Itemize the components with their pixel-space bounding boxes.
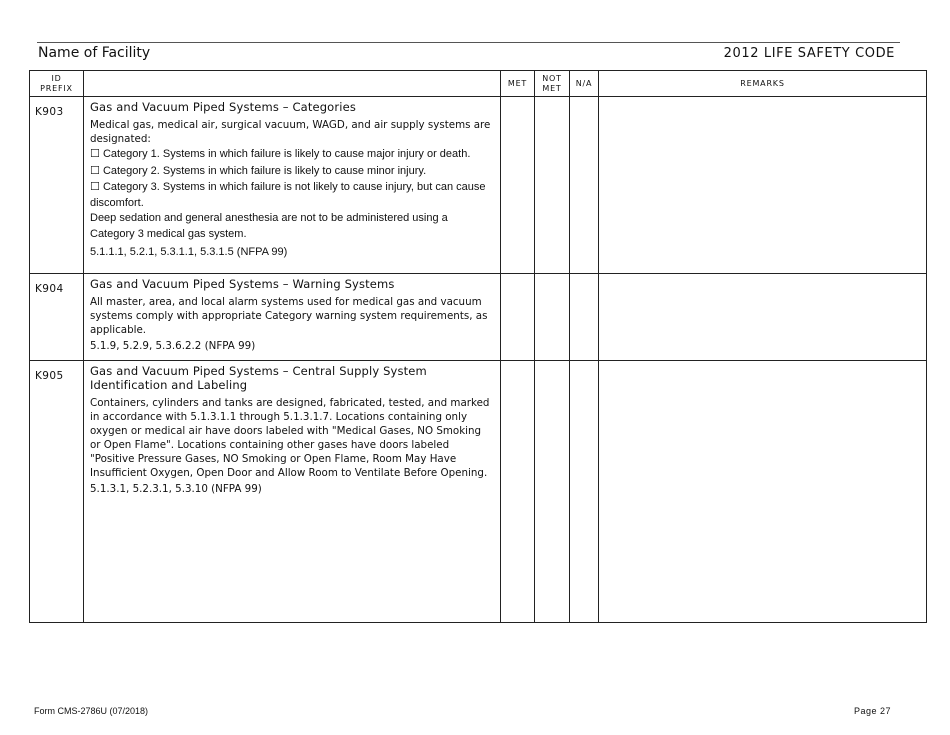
survey-table: [29, 70, 927, 623]
section-intro: Medical gas, medical air, surgical vacuum, WAGD, and air supply systems are designated:: [90, 119, 491, 145]
category-item: [90, 146, 492, 163]
not-met-header-line2: MET: [542, 83, 562, 93]
row-id: K904: [30, 274, 84, 361]
row-id: K903: [30, 97, 84, 274]
not-met-header-line1: NOT: [542, 73, 562, 83]
not-met-cell[interactable]: [535, 97, 570, 274]
row-description: [84, 97, 501, 274]
row-description: [84, 274, 501, 361]
row-description: [84, 361, 501, 623]
na-cell[interactable]: [570, 361, 599, 623]
category-text: Category 2. Systems in which failure is likely to cause minor injury.: [102, 164, 427, 177]
id-prefix-header-line1: ID: [51, 73, 62, 83]
met-header: MET: [501, 71, 535, 97]
section-text: Containers, cylinders and tanks are designed, fabricated, tested, and marked in accordance with 5.1.3.1.1 through 5.1.3.1.7. Locations containing only oxygen or medical air have doors labeled with "Medical Gases, NO Smoking or Open Flame". Locations containing other gases have doors labeled "Positive Pressure Gases, NO Smoking or Open Flame, Room May Have Insufficient Oxygen, Open Door and Allow Room to Ventilate Before Opening.: [90, 397, 490, 479]
page-number: Page 27: [853, 706, 891, 716]
id-prefix-header: [30, 71, 84, 97]
not-met-cell[interactable]: [535, 361, 570, 623]
section-title: Gas and Vacuum Piped Systems – Warning Systems: [90, 277, 395, 291]
remarks-cell[interactable]: [599, 274, 927, 361]
not-met-cell[interactable]: [535, 274, 570, 361]
checkbox-icon[interactable]: ☐: [90, 163, 100, 177]
id-prefix-header-line2: PREFIX: [40, 83, 73, 93]
remarks-header: REMARKS: [599, 71, 927, 97]
form-number: Form CMS-2786U (07/2018): [34, 706, 149, 716]
section-text: All master, area, and local alarm systems used for medical gas and vacuum systems comply with appropriate Category warning system requirements, as applicable.: [90, 296, 488, 336]
met-cell[interactable]: [501, 274, 535, 361]
section-reference: 5.1.1.1, 5.2.1, 5.3.1.1, 5.3.1.5 (NFPA 99): [90, 245, 288, 258]
checkbox-icon[interactable]: ☐: [90, 147, 100, 160]
category-text: Category 3. Systems in which failure is not likely to cause injury, but can cause discomfort.: [90, 181, 486, 209]
section-reference: 5.1.3.1, 5.2.3.1, 5.3.10 (NFPA 99): [90, 483, 262, 495]
section-title: Gas and Vacuum Piped Systems – Central Supply System Identification and Labeling: [90, 364, 427, 392]
row-id: K905: [30, 361, 84, 623]
code-title: 2012 LIFE SAFETY CODE: [723, 46, 895, 61]
table-header-row: [30, 71, 927, 97]
table-row: [30, 274, 927, 361]
not-met-header: [535, 71, 570, 97]
met-cell[interactable]: [501, 97, 535, 274]
category-text: Category 1. Systems in which failure is likely to cause major injury or death.: [102, 148, 471, 160]
checkbox-icon[interactable]: ☐: [90, 180, 100, 194]
na-header: N/A: [570, 71, 599, 97]
met-cell[interactable]: [501, 361, 535, 623]
remarks-cell[interactable]: [599, 361, 927, 623]
table-row: [30, 361, 927, 623]
header-rule: [37, 42, 900, 43]
description-header: [84, 71, 501, 97]
na-cell[interactable]: [570, 274, 599, 361]
table-row: [30, 97, 927, 274]
section-reference: 5.1.9, 5.2.9, 5.3.6.2.2 (NFPA 99): [90, 340, 256, 352]
remarks-cell[interactable]: [599, 97, 927, 274]
category-item: [90, 163, 492, 180]
category-item: [90, 179, 492, 211]
facility-name-label: Name of Facility: [38, 45, 151, 61]
section-title: Gas and Vacuum Piped Systems – Categories: [90, 100, 356, 114]
na-cell[interactable]: [570, 97, 599, 274]
section-note: Deep sedation and general anesthesia are not to be administered using a Category 3 medical gas system.: [90, 212, 448, 241]
